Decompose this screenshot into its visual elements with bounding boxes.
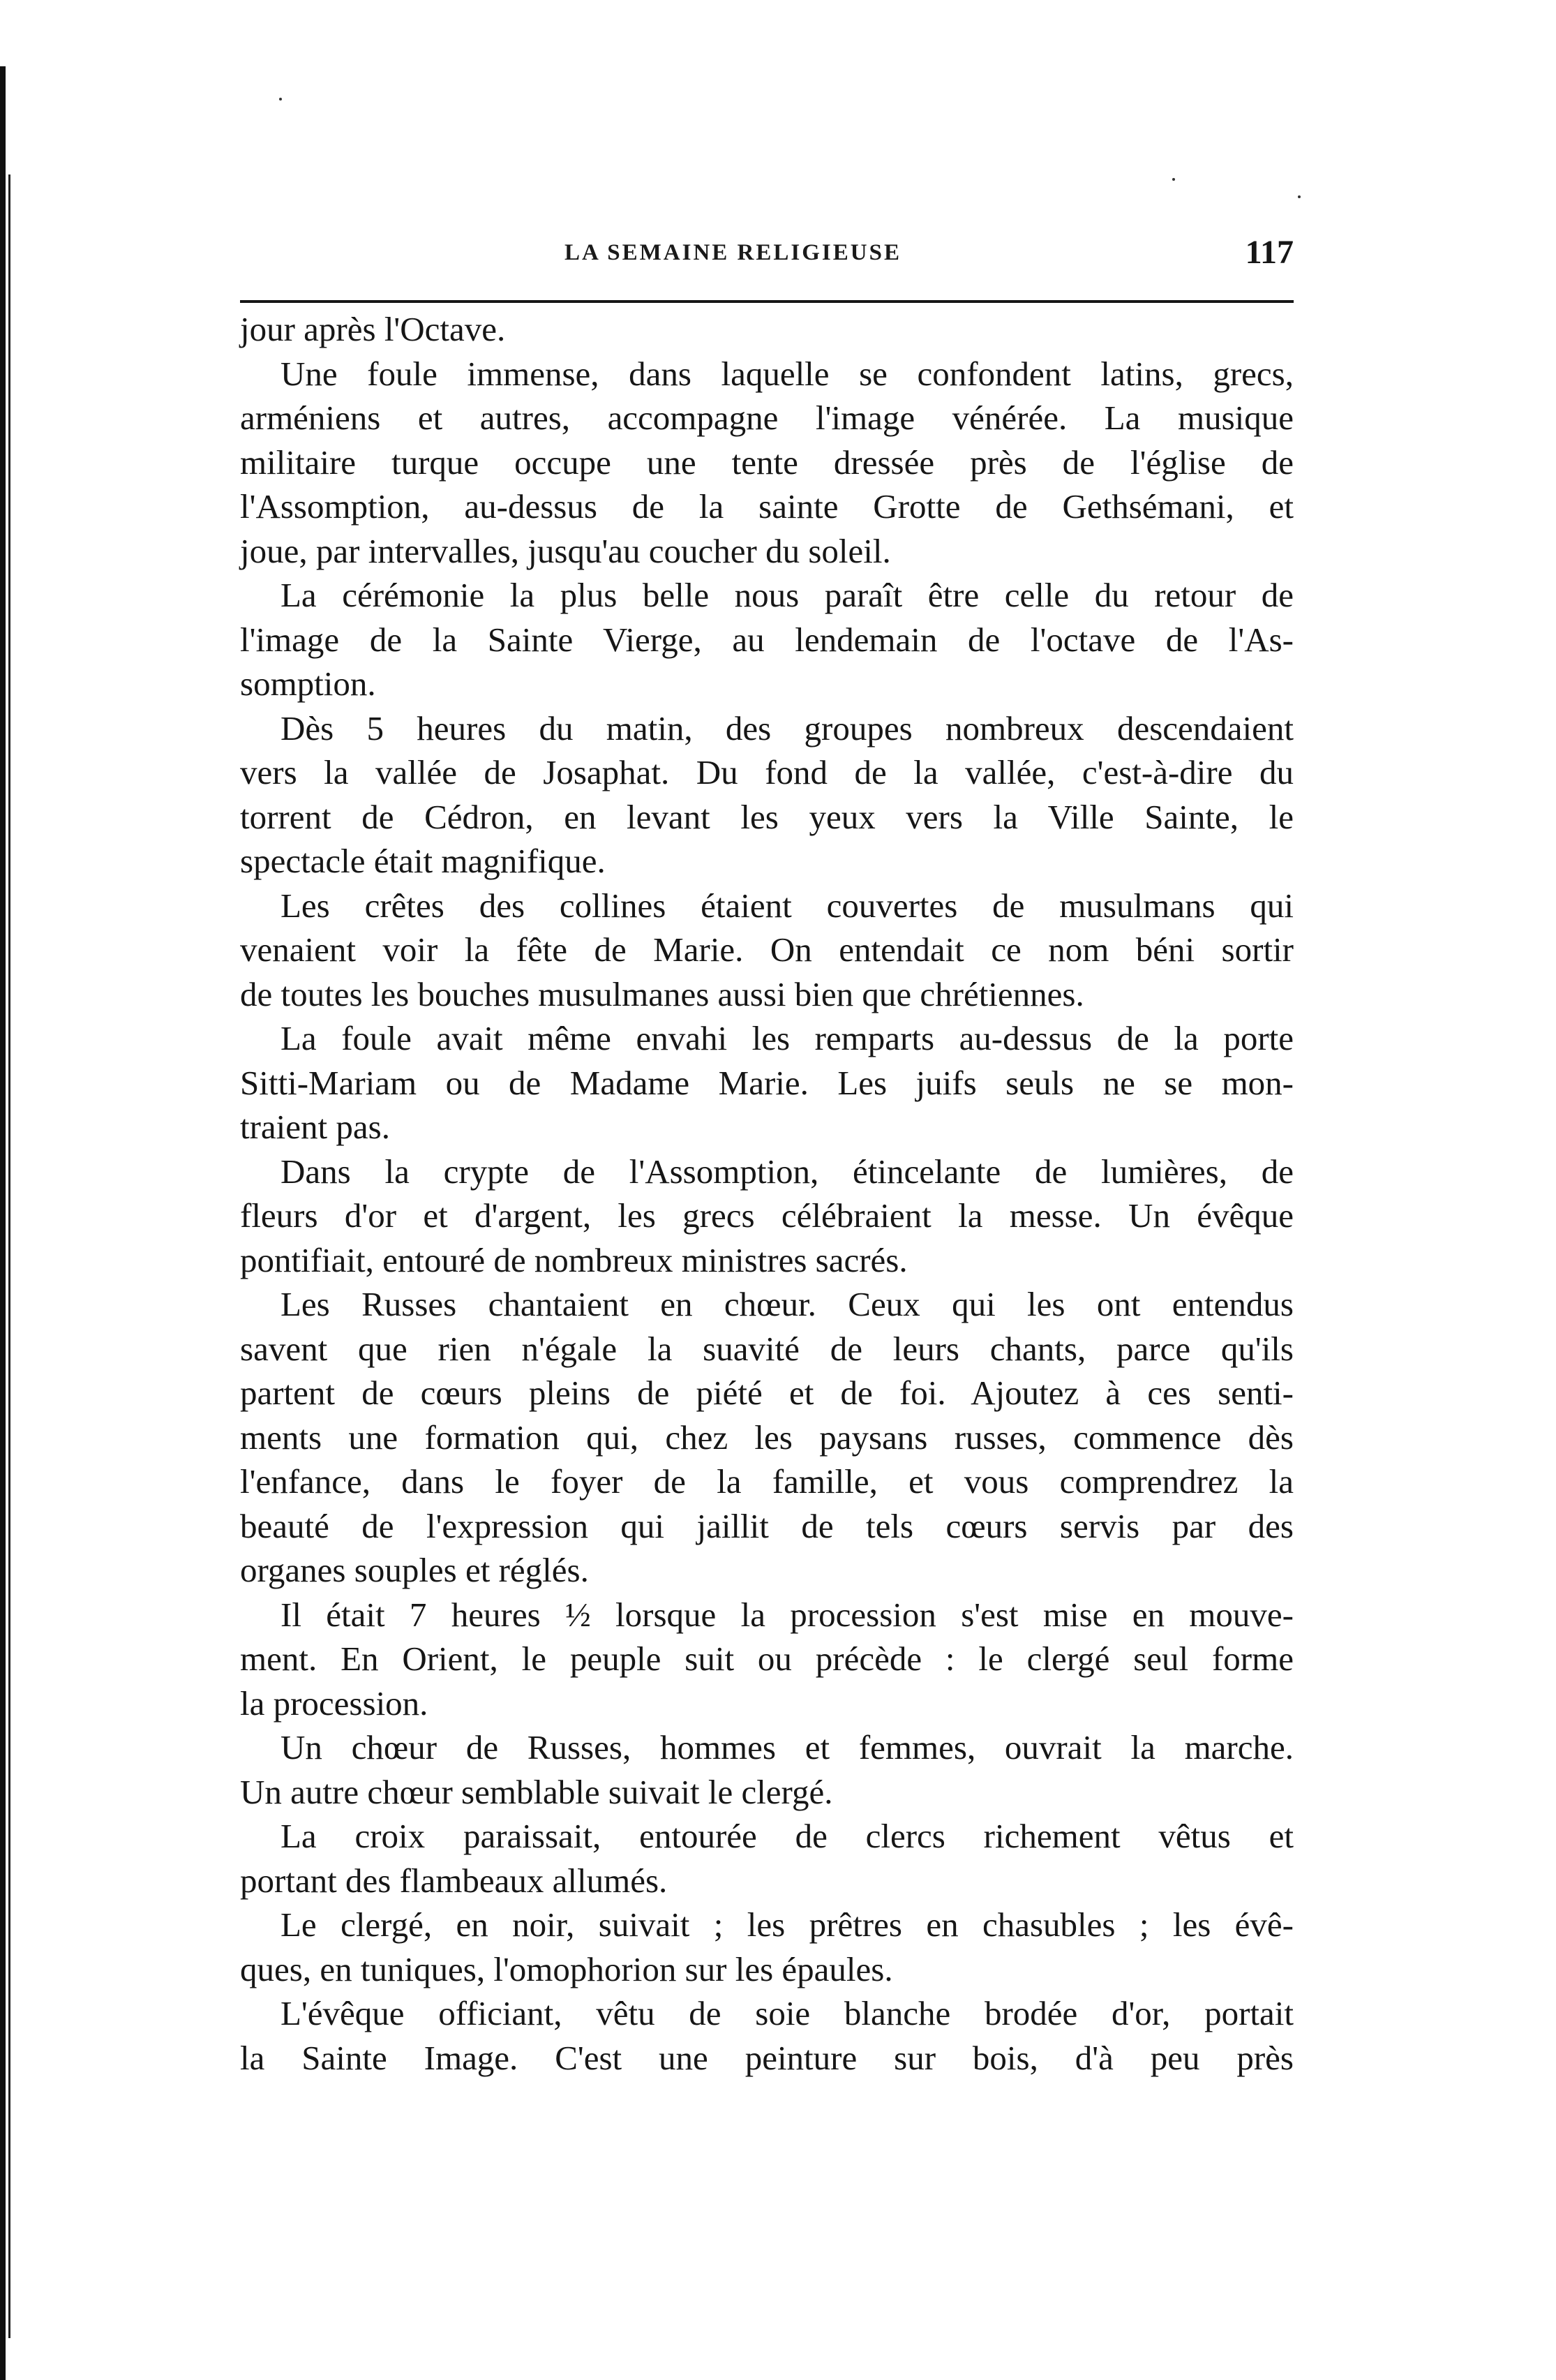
text-line: portant des flambeaux allumés. bbox=[240, 1861, 668, 1900]
text-line: Un autre chœur semblable suivait le clergé. bbox=[240, 1772, 833, 1811]
text-line: Un chœur de Russes, hommes et femmes, ouvrait la marche. bbox=[280, 1728, 1294, 1767]
text-line: Le clergé, en noir, suivait ; les prêtres en chasubles ; les évê- bbox=[280, 1905, 1294, 1944]
text-line: savent que rien n'égale la suavité de leurs chants, parce qu'ils bbox=[240, 1329, 1294, 1368]
text-line: vers la vallée de Josaphat. Du fond de la vallée, c'est-à-dire du bbox=[240, 753, 1294, 791]
text-line: Les Russes chantaient en chœur. Ceux qui les ont entendus bbox=[280, 1285, 1294, 1323]
text-line: l'image de la Sainte Vierge, au lendemain de l'octave de l'As- bbox=[240, 620, 1294, 659]
text-line: pontifiait, entouré de nombreux ministres sacrés. bbox=[240, 1240, 908, 1279]
text-line: l'Assomption, au-dessus de la sainte Grotte de Gethsémani, et bbox=[240, 487, 1294, 526]
text-line: la procession. bbox=[240, 1683, 428, 1723]
page-number: 117 bbox=[1245, 234, 1294, 271]
text-line: somption. bbox=[240, 664, 376, 703]
text-line: Dès 5 heures du matin, des groupes nombreux descendaient bbox=[280, 708, 1294, 748]
print-speck bbox=[1172, 178, 1175, 181]
body-text bbox=[240, 307, 1294, 2080]
text-line: ments une formation qui, chez les paysans russes, commence dès bbox=[240, 1418, 1294, 1457]
text-line: partent de cœurs pleins de piété et de foi. Ajoutez à ces senti- bbox=[240, 1374, 1294, 1412]
text-line: joue, par intervalles, jusqu'au coucher du soleil. bbox=[240, 531, 891, 570]
text-line: Les crêtes des collines étaient couvertes de musulmans qui bbox=[280, 886, 1294, 925]
text-line: Une foule immense, dans laquelle se confondent latins, grecs, bbox=[280, 354, 1294, 393]
header-rule bbox=[240, 300, 1294, 303]
text-line: jour après l'Octave. bbox=[240, 310, 506, 348]
text-line: militaire turque occupe une tente dressée près de l'église de bbox=[240, 442, 1294, 482]
page-header bbox=[240, 230, 1294, 279]
text-line: torrent de Cédron, en levant les yeux vers la Ville Sainte, le bbox=[240, 797, 1294, 836]
text-line: Dans la crypte de l'Assomption, étincelante de lumières, de bbox=[280, 1152, 1294, 1191]
text-line: venaient voir la fête de Marie. On entendait ce nom béni sortir bbox=[240, 930, 1294, 969]
text-line: fleurs d'or et d'argent, les grecs célébraient la messe. Un évêque bbox=[240, 1196, 1294, 1235]
text-line: L'évêque officiant, vêtu de soie blanche brodée d'or, portait bbox=[280, 1994, 1294, 2032]
text-line: arméniens et autres, accompagne l'image vénérée. La musique bbox=[240, 399, 1294, 437]
text-line: l'enfance, dans le foyer de la famille, et vous comprendrez la bbox=[240, 1462, 1294, 1501]
text-line: Il était 7 heures ½ lorsque la procession s'est mise en mouve- bbox=[280, 1595, 1294, 1634]
text-line: spectacle était magnifique. bbox=[240, 842, 606, 880]
text-line: beauté de l'expression qui jaillit de tels cœurs servis par des bbox=[240, 1506, 1294, 1545]
running-title: LA SEMAINE RELIGIEUSE bbox=[564, 240, 902, 265]
text-line: ment. En Orient, le peuple suit ou précède : le clergé seul forme bbox=[240, 1639, 1294, 1678]
text-line: La cérémonie la plus belle nous paraît être celle du retour de bbox=[280, 576, 1294, 614]
text-line: organes souples et réglés. bbox=[240, 1551, 589, 1589]
text-line: La foule avait même envahi les remparts au-dessus de la porte bbox=[280, 1019, 1294, 1057]
page-binding-shadow bbox=[8, 174, 10, 2338]
text-line: ques, en tuniques, l'omophorion sur les épaules. bbox=[240, 1949, 893, 1988]
print-speck bbox=[279, 98, 282, 101]
print-speck bbox=[1298, 195, 1301, 198]
text-line: Sitti-Mariam ou de Madame Marie. Les juifs seuls ne se mon- bbox=[240, 1063, 1294, 1102]
text-line: la Sainte Image. C'est une peinture sur bois, d'à peu près bbox=[240, 2038, 1294, 2077]
text-line: de toutes les bouches musulmanes aussi bien que chrétiennes. bbox=[240, 974, 1084, 1013]
text-line: La croix paraissait, entourée de clercs richement vêtus et bbox=[280, 1817, 1294, 1855]
text-line: traient pas. bbox=[240, 1108, 390, 1146]
page-binding-edge bbox=[0, 66, 6, 2380]
